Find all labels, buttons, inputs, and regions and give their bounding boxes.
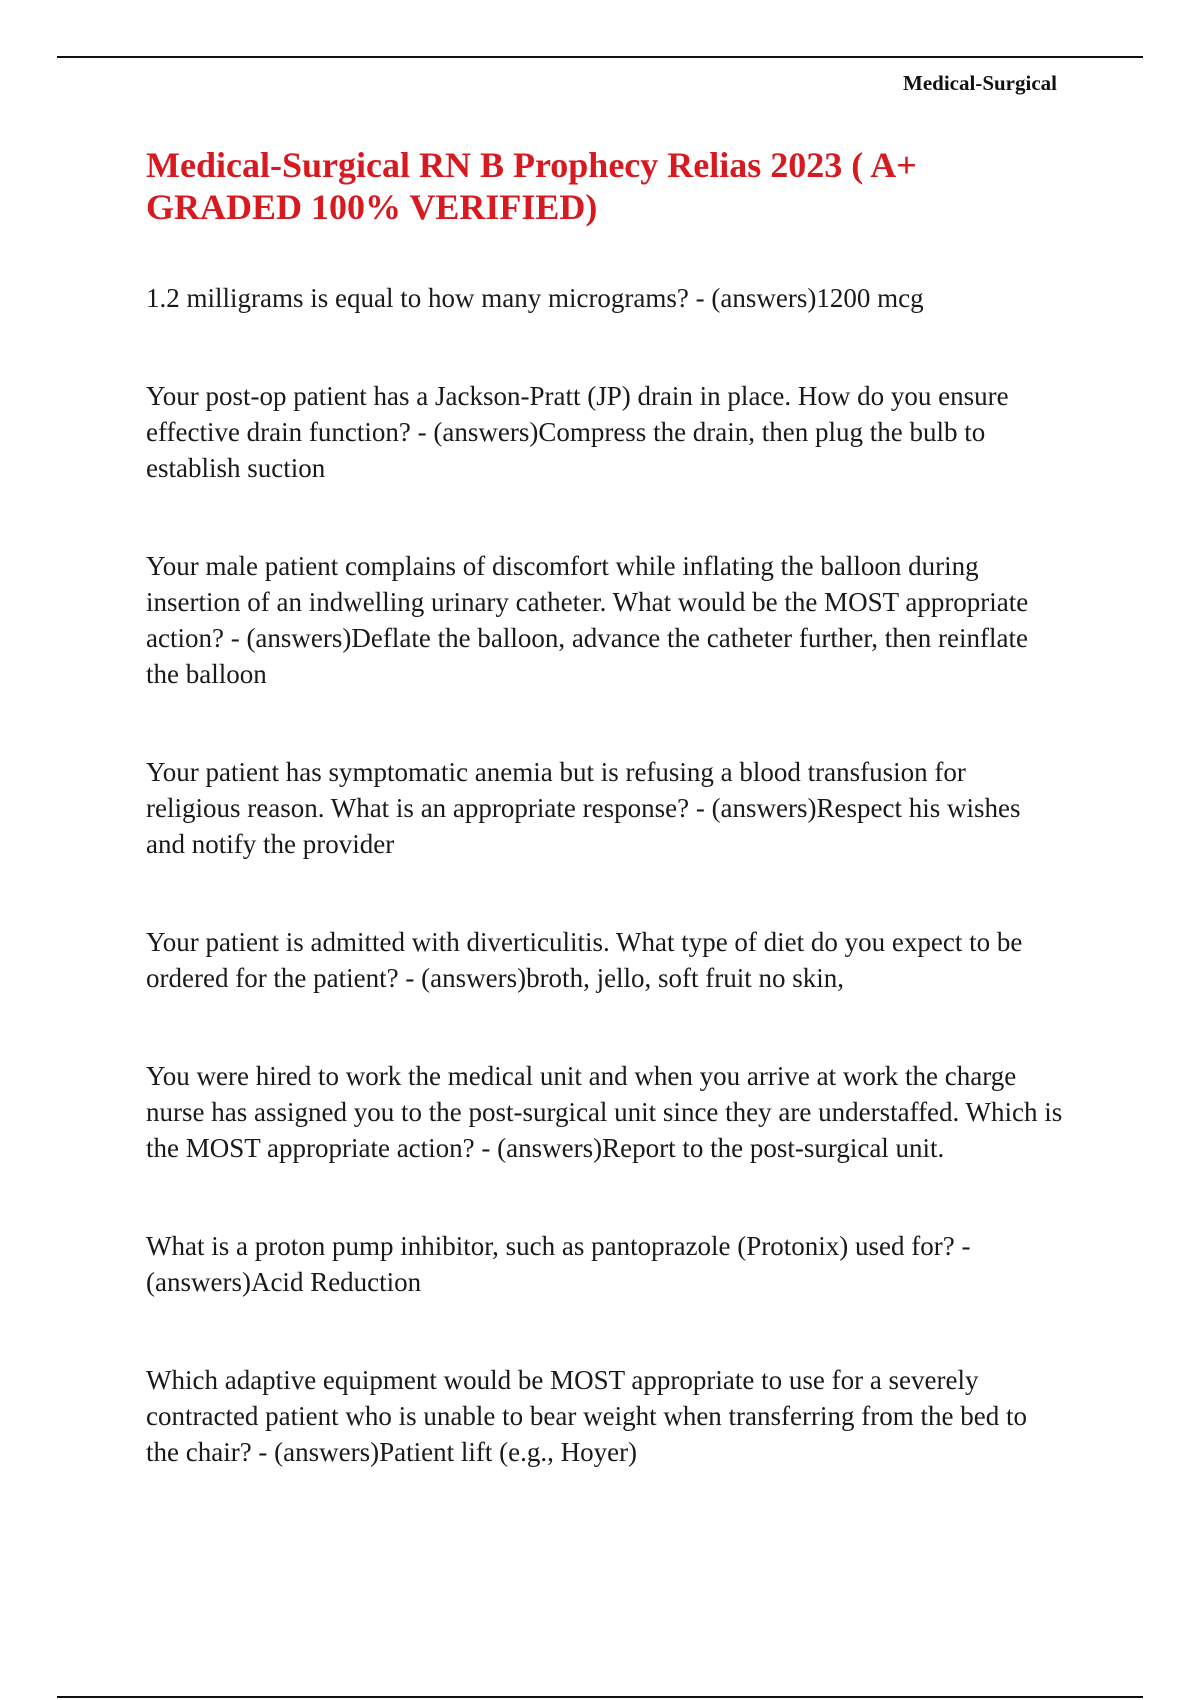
question-answer-item: What is a proton pump inhibitor, such as pantoprazole (Protonix) used for? - (answers)Acid Reduction	[146, 1231, 971, 1297]
question-answer-item: Your male patient complains of discomfort while inflating the balloon during insertion of an indwelling urinary catheter. What would be the MOST appropriate action? - (answers)Deflate the balloon, advance the catheter further, then reinflate the balloon	[146, 551, 1029, 689]
question-answer-list	[146, 280, 1066, 1470]
footer-rule	[57, 1696, 1143, 1698]
question-answer-item: You were hired to work the medical unit and when you arrive at work the charge nurse has assigned you to the post-surgical unit since they are understaffed. Which is the MOST appropriate action? - (answers)Report to the post-surgical unit.	[146, 1061, 1063, 1163]
running-header: Medical-Surgical	[903, 71, 1057, 95]
question-answer-item: Your patient has symptomatic anemia but is refusing a blood transfusion for religious reason. What is an appropriate response? - (answers)Respect his wishes and notify the provider	[146, 757, 1021, 859]
question-answer-item: Your post-op patient has a Jackson-Pratt (JP) drain in place. How do you ensure effective drain function? - (answers)Compress the drain, then plug the bulb to establish suction	[146, 381, 1009, 483]
header-rule	[57, 56, 1143, 58]
question-answer-item: Your patient is admitted with diverticulitis. What type of diet do you expect to be ordered for the patient? - (answers)broth, jello, soft fruit no skin,	[146, 927, 1023, 993]
question-answer-item: Which adaptive equipment would be MOST appropriate to use for a severely contracted patient who is unable to bear weight when transferring from the bed to the chair? - (answers)Patient lift (e.g., Hoyer)	[146, 1365, 1027, 1467]
document-title: Medical-Surgical RN B Prophecy Relias 2023 ( A+ GRADED 100% VERIFIED)	[146, 145, 917, 227]
question-answer-item: 1.2 milligrams is equal to how many micrograms? - (answers)1200 mcg	[146, 283, 924, 313]
